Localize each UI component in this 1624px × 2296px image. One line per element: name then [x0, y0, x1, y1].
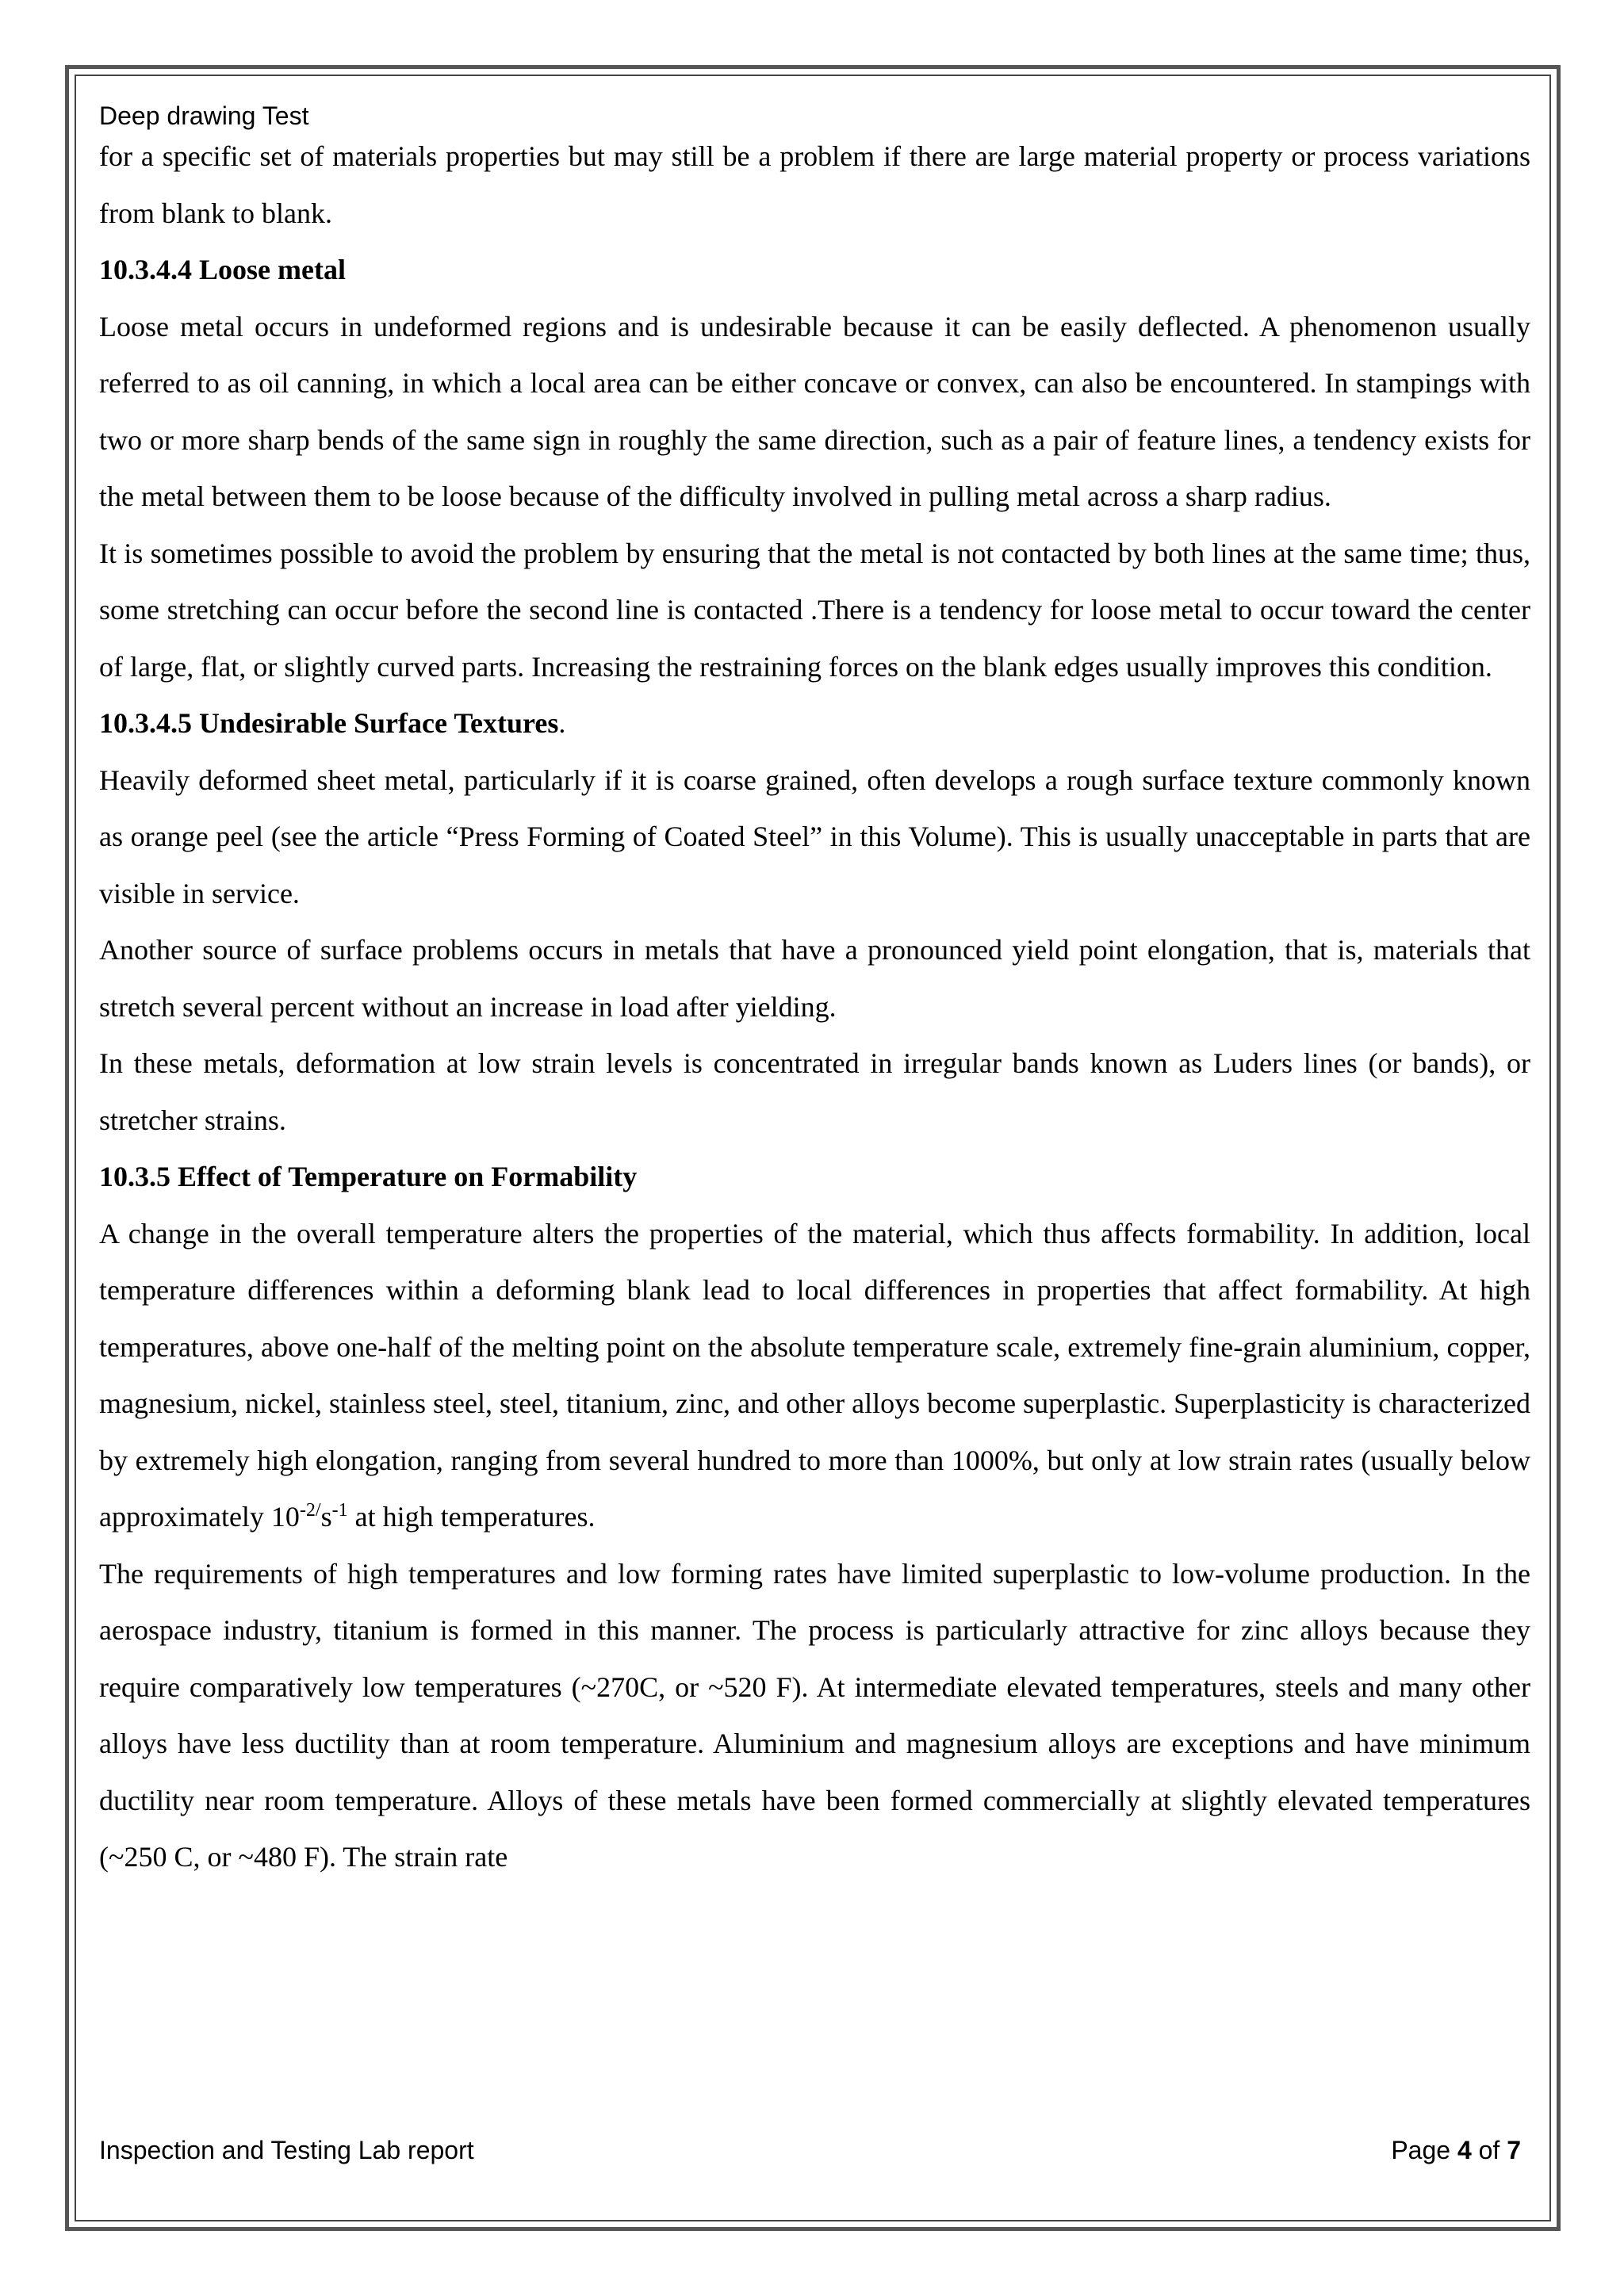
page-total: 7: [1507, 2136, 1521, 2164]
page-of: of: [1471, 2136, 1507, 2164]
paragraph-intro: for a specific set of materials properties but may still be a problem if there are large material property or process variations from blank to blank.: [99, 140, 1530, 229]
paragraph-temperature-1-c: at high temperatures.: [347, 1501, 596, 1533]
paragraph-temperature-1: [99, 1206, 1530, 1546]
paragraph-surface-2: Another source of surface problems occurs in metals that have a pronounced yield point elongation, that is, materials that stretch several percent without an increase in load after yielding.: [99, 934, 1530, 1023]
paragraph-temperature-2: The requirements of high temperatures and low forming rates have limited superplastic to low-volume production. In the aerospace industry, titanium is formed in this manner. The process is particularly attractive for zinc alloys because they require comparatively low temperatures (~270C, or ~520 F). At intermediate elevated temperatures, steels and many other alloys have less ductility than at room temperature. Aluminium and magnesium alloys are exceptions and have minimum ductility near room temperature. Alloys of these metals have been formed commercially at slightly elevated temperatures (~250 C, or ~480 F). The strain rate: [99, 1557, 1530, 1873]
heading-surface-textures-text: 10.3.4.5 Undesirable Surface Textures: [99, 707, 559, 739]
page-current: 4: [1457, 2136, 1472, 2164]
footer-page-number: [1391, 2134, 1521, 2166]
heading-surface-textures-period: .: [558, 707, 566, 739]
paragraph-surface-3: In these metals, deformation at low strain levels is concentrated in irregular bands known as Luders lines (or bands), or stretcher strains.: [99, 1047, 1530, 1136]
superscript-exponent-2: -1: [331, 1500, 348, 1521]
running-header: Deep drawing Test: [99, 101, 309, 130]
heading-temperature: 10.3.5 Effect of Temperature on Formability: [99, 1161, 638, 1192]
paragraph-temperature-1-a: A change in the overall temperature alters the properties of the material, which thus affects formability. In addition, local temperature differences within a deforming blank lead to local differences in properties that affect formability. At high temperatures, above one-half of the melting point on the absolute temperature scale, extremely fine-grain aluminium, copper, magnesium, nickel, stainless steel, steel, titanium, zinc, and other alloys become superplastic. Superplasticity is characterized by extremely high elongation, ranging from several hundred to more than 1000%, but only at low strain rates (usually below approximately 10: [99, 1217, 1530, 1533]
document-body: [99, 128, 1530, 1886]
page-prefix: Page: [1391, 2136, 1457, 2164]
paragraph-surface-1: Heavily deformed sheet metal, particularly if it is coarse grained, often develops a rough surface texture commonly known as orange peel (see the article “Press Forming of Coated Steel” in this Volume). This is usually unacceptable in parts that are visible in service.: [99, 763, 1530, 909]
heading-surface-textures: [99, 695, 1530, 752]
paragraph-temperature-1-b: s: [320, 1501, 332, 1533]
heading-loose-metal: 10.3.4.4 Loose metal: [99, 254, 346, 285]
paragraph-loose-metal-1: Loose metal occurs in undeformed regions and is undesirable because it can be easily deflected. A phenomenon usually referred to as oil canning, in which a local area can be either concave or convex, can also be encountered. In stampings with two or more sharp bends of the same sign in roughly the same direction, such as a pair of feature lines, a tendency exists for the metal between them to be loose because of the difficulty involved in pulling metal across a sharp radius.: [99, 310, 1530, 512]
footer-report-title: Inspection and Testing Lab report: [99, 2136, 474, 2164]
paragraph-loose-metal-2: It is sometimes possible to avoid the problem by ensuring that the metal is not contacted by both lines at the same time; thus, some stretching can occur before the second line is contacted .There is a tendency for loose metal to occur toward the center of large, flat, or slightly curved parts. Increasing the restraining forces on the blank edges usually improves this condition.: [99, 537, 1530, 683]
superscript-exponent-1: -2/: [299, 1500, 321, 1521]
